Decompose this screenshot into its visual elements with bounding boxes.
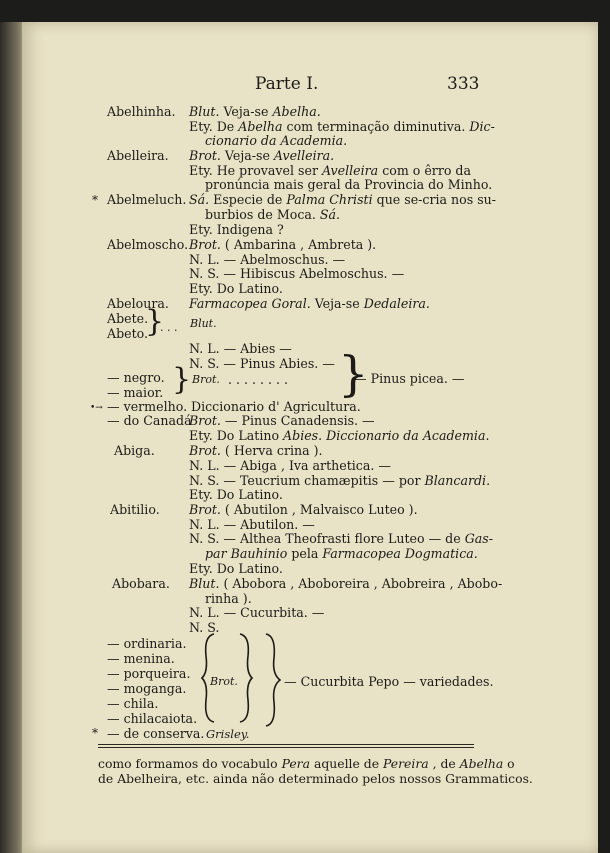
brace-symbol: } [338,346,369,402]
variety-maior: — maior. [107,385,164,400]
headword-abelhinha: Abelhinha. [107,104,176,119]
entry-line: N. L. — Abiga , Iva arthetica. — [189,458,391,473]
headword-abeloura: Abeloura. [107,296,169,311]
entry-line: pronúncia mais geral da Provincia do Minho. [205,177,493,192]
entry-line: N. S. — Althea Theofrasti flore Luteo — de Gas- [189,531,493,546]
variety-item: — porqueira. [107,666,191,681]
dot-leader: . . . . . . . . [228,372,289,387]
footnote-line: de Abelheira, etc. ainda não determinado pelos nossos Grammaticos. [98,771,533,786]
headword-abete: Abete. [107,311,149,326]
variety-item: — menina. [107,651,175,666]
variety-negro: — negro. [107,370,165,385]
headword-abelleira: Abelleira. [107,148,169,163]
entry-line: N. L. — Abies — [189,341,292,356]
headword-abelmoscho: Abelmoscho. [107,237,189,252]
entry-line: Brot. ( Herva crina ). [189,443,323,458]
divider [98,747,474,748]
result-brace [262,632,284,728]
entry-line: Brot. ( Ambarina , Ambreta ). [189,237,377,252]
brace-symbol: } [145,304,165,339]
cucurbita-pepo-varieties: — Cucurbita Pepo — variedades. [284,674,494,689]
page-title: Parte I. [255,74,319,94]
entry-line: Brot. — Pinus Canadensis. — [189,413,375,428]
entry-line: Ety. Do Latino Abies. Diccionario da Academia. [189,428,490,443]
source-abbrev: Brot. [192,373,220,386]
entry-line: N. L. — Cucurbita. — [189,605,325,620]
footnote-line: como formamos do vocabulo Pera aquelle de Pereira , de Abelha o [98,756,515,771]
arrow-marker: •→ [90,403,103,413]
entry-line: N. L. — Abutilon. — [189,517,315,532]
brace-symbol: } [172,362,192,397]
headword-abelmeluch: Abelmeluch. [107,192,187,207]
entry-line: Sá. Especie de Palma Christi que se-cria nos su- [189,192,497,207]
entry-line: Ety. He provavel ser Avelleira com o êrro da [189,163,472,178]
source-abbrev: Blut. [190,317,217,330]
variety-item: — ordinaria. [107,636,187,651]
variety-item: — de conserva. [107,726,205,741]
pinus-picea: — Pinus picea. — [354,371,465,386]
entry-line: Ety. De Abelha com terminação diminutiva. Dic- [189,119,495,134]
entry-line: Ety. Do Latino. [189,561,283,576]
entry-line: cionario da Academia. [205,133,348,148]
entry-line: Farmacopea Goral. Veja-se Dedaleira. [189,296,430,311]
star-marker: * [92,726,98,740]
entry-line: N. L. — Abelmoschus. — [189,252,346,267]
variety-item: — chila. [107,696,159,711]
entry-line: burbios de Moca. Sá. [205,207,341,222]
entry-line: Ety. Indigena ? [189,222,284,237]
variety-item: — moganga. [107,681,187,696]
entry-line: Brot. Veja-se Avelleira. [189,148,335,163]
entry-line: Ety. Do Latino. [189,281,283,296]
entry-line: N. S. [189,620,220,635]
entry-line: Blut. Veja-se Abelha. [189,104,321,119]
entry-line: Diccionario d' Agricultura. [191,399,361,414]
entry-line: N. S. — Pinus Abies. — [189,356,335,371]
divider [98,744,474,745]
entry-line: N. S. — Hibiscus Abelmoschus. — [189,266,405,281]
entry-line: rinha ). [205,591,252,606]
headword-abeto: Abeto. [107,326,149,341]
entry-line: Ety. Do Latino. [189,487,283,502]
source-abbrev: Brot. [210,675,238,688]
entry-line: Blut. ( Abobora , Aboboreira , Abobreira , Abobo- [189,576,503,591]
headword-abitilio: Abitilio. [110,502,160,517]
source-abbrev: Grisley. [206,727,250,741]
entry-line: par Bauhinio pela Farmacopea Dogmatica. [205,546,478,561]
page-number: 333 [447,74,480,94]
variety-canada: — do Canadá [107,413,192,428]
headword-abiga: Abiga. [114,443,155,458]
entry-line: Brot. ( Abutilon , Malvaisco Luteo ). [189,502,418,517]
star-marker: * [92,193,98,207]
headword-abobara: Abobara. [112,576,170,591]
variety-vermelho: — vermelho. [107,399,188,414]
entry-line: N. S. — Teucrium chamæpitis — por Blancardi. [189,473,491,488]
dot-leader: . . . [160,321,178,334]
right-brace [236,632,254,724]
variety-item: — chilacaiota. [107,711,198,726]
